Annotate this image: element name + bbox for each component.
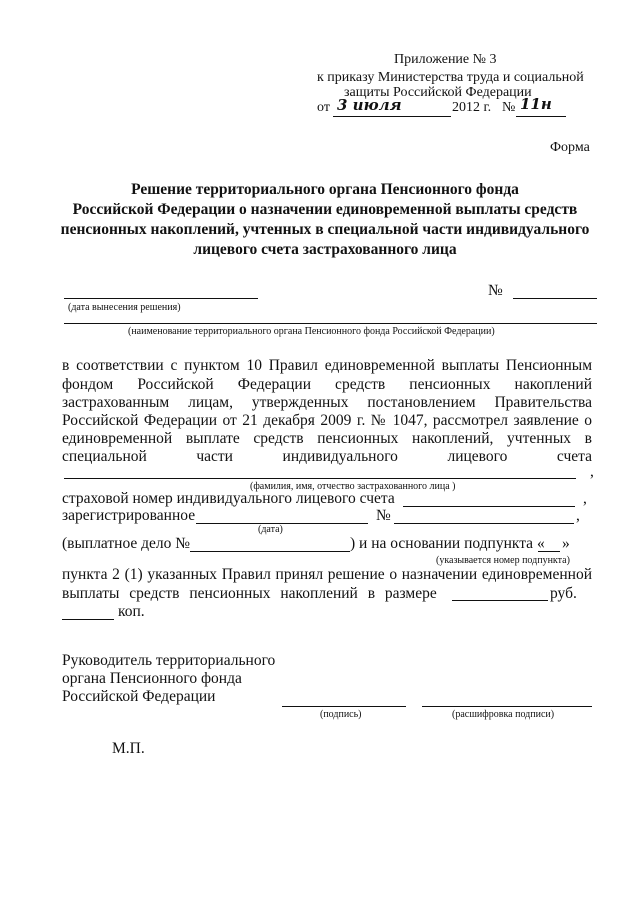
decision-date-caption: (дата вынесения решения) bbox=[68, 302, 181, 313]
paragraph-line: специальной части индивидуального лицевого счета bbox=[62, 448, 592, 465]
form-label: Форма bbox=[550, 140, 590, 155]
order-line-2: защиты Российской Федерации bbox=[344, 85, 532, 100]
snils-comma: , bbox=[583, 490, 587, 507]
kop-label: коп. bbox=[118, 603, 145, 620]
registered-date-caption: (дата) bbox=[258, 524, 283, 535]
subpoint-caption: (указывается номер подпункта) bbox=[436, 555, 570, 566]
registered-number-sign: № bbox=[376, 507, 391, 524]
document-title bbox=[60, 180, 590, 260]
decision-number-sign: № bbox=[488, 282, 503, 299]
order-year: 2012 г. bbox=[452, 100, 492, 115]
snils-label: страховой номер индивидуального лицевого счета bbox=[62, 490, 395, 507]
order-number-sign: № bbox=[502, 100, 516, 115]
title-line: Решение территориального органа Пенсионного фонда bbox=[131, 181, 519, 198]
order-number-line bbox=[516, 116, 566, 117]
quote-close: » bbox=[562, 535, 570, 552]
subpoint-field[interactable] bbox=[538, 551, 560, 552]
org-name-caption: (наименование территориального органа Пенсионного фонда Российской Федерации) bbox=[128, 326, 495, 337]
snils-field[interactable] bbox=[403, 506, 575, 507]
fio-field[interactable] bbox=[64, 478, 576, 479]
title-line: пенсионных накоплений, учтенных в специальной части индивидуального bbox=[60, 221, 590, 238]
head-line: органа Пенсионного фонда bbox=[62, 670, 242, 687]
fio-caption: (фамилия, имя, отчество застрахованного лица ) bbox=[250, 481, 456, 492]
order-number-handwritten: 11н bbox=[520, 95, 552, 113]
title-line: лицевого счета застрахованного лица bbox=[193, 241, 457, 258]
head-line: Российской Федерации bbox=[62, 688, 216, 705]
signature-field[interactable] bbox=[282, 706, 406, 707]
paragraph-line: фондом Российской Федерации средств пенсионных накоплений bbox=[62, 376, 592, 393]
decision-number-field[interactable] bbox=[513, 298, 597, 299]
order-date-line bbox=[333, 116, 451, 117]
amount-rub-field[interactable] bbox=[452, 600, 548, 601]
title-line: Российской Федерации о назначении единовременной выплаты средств bbox=[72, 201, 578, 218]
order-date-handwritten: 3 июля bbox=[337, 96, 402, 114]
order-from-label: от bbox=[317, 100, 330, 115]
decision-line-1: пункта 2 (1) указанных Правил принял решение о назначении единовременной bbox=[62, 566, 592, 583]
rub-label: руб. bbox=[550, 585, 577, 602]
decision-date-field[interactable] bbox=[64, 298, 258, 299]
signature-decode-caption: (расшифровка подписи) bbox=[452, 709, 555, 720]
signature-decode-field[interactable] bbox=[422, 706, 592, 707]
case-label: (выплатное дело № bbox=[62, 535, 191, 552]
case-number-field[interactable] bbox=[190, 551, 350, 552]
amount-kop-field[interactable] bbox=[62, 619, 114, 620]
paragraph-line: в соответствии с пунктом 10 Правил единовременной выплаты Пенсионным bbox=[62, 357, 592, 374]
head-line: Руководитель территориального bbox=[62, 652, 276, 669]
org-name-field[interactable] bbox=[64, 323, 597, 324]
registered-number-field[interactable] bbox=[394, 523, 574, 524]
stamp-label: М.П. bbox=[112, 740, 145, 757]
paragraph-line: застрахованным лицам, утвержденных постановлением Правительства bbox=[62, 394, 592, 411]
paragraph-line: Российской Федерации от 21 декабря 2009 г. № 1047, рассмотрел заявление о bbox=[62, 412, 592, 429]
registered-comma: , bbox=[576, 507, 580, 524]
decision-line-2: выплаты средств пенсионных накоплений в размере bbox=[62, 585, 437, 602]
fio-comma: , bbox=[590, 463, 594, 480]
appendix-number: Приложение № 3 bbox=[394, 52, 497, 67]
case-tail: ) и на основании подпункта « bbox=[350, 535, 545, 552]
order-line-1: к приказу Министерства труда и социальной bbox=[317, 70, 584, 85]
registered-label: зарегистрированное bbox=[62, 507, 196, 524]
signature-caption: (подпись) bbox=[320, 709, 362, 720]
paragraph-line: единовременной выплате средств пенсионных накоплений, учтенных в bbox=[62, 430, 592, 447]
